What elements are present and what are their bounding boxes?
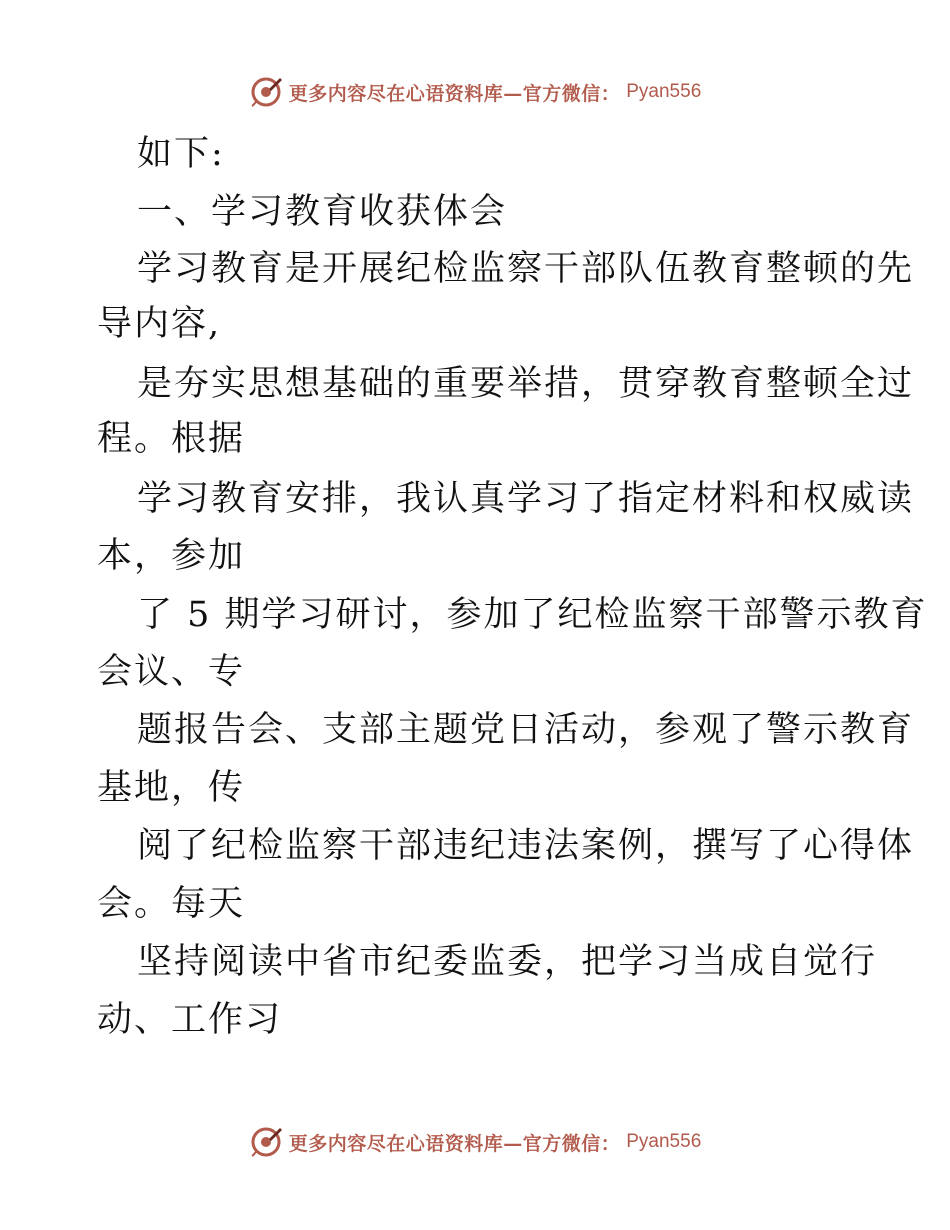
header-wechat-id: Pyan556 xyxy=(626,81,702,102)
text-line: 本，参加 xyxy=(97,536,246,576)
footer-watermark xyxy=(0,1122,950,1162)
text-line: 如下: xyxy=(137,134,225,174)
pen-logo-icon xyxy=(249,1125,283,1159)
text-line: 题报告会、支部主题党日活动，参观了警示教育 xyxy=(137,710,915,750)
text-line: 学习教育安排，我认真学习了指定材料和权威读 xyxy=(137,479,915,519)
header-watermark-text: 更多内容尽在心语资料库—官方微信： xyxy=(288,82,621,105)
text-line: 是夯实思想基础的重要举措，贯穿教育整顿全过 xyxy=(137,364,915,404)
header-watermark xyxy=(0,72,950,112)
pen-logo-icon xyxy=(249,75,283,109)
section-heading: 一、学习教育收获体会 xyxy=(137,192,508,232)
text-line: 坚持阅读中省市纪委监委，把学习当成自觉行 xyxy=(137,942,878,982)
text-line: 会议、专 xyxy=(97,652,246,692)
footer-watermark-text: 更多内容尽在心语资料库—官方微信： xyxy=(288,1132,621,1155)
text-line: 了 5 期学习研讨，参加了纪检监察干部警示教育 xyxy=(137,595,928,635)
text-line: 阅了纪检监察干部违纪违法案例，撰写了心得体 xyxy=(137,826,915,866)
text-line: 基地，传 xyxy=(97,768,246,808)
text-line: 导内容, xyxy=(97,304,222,344)
footer-wechat-id: Pyan556 xyxy=(626,1131,702,1152)
text-line: 动、工作习 xyxy=(97,1000,283,1040)
text-line: 程。根据 xyxy=(97,419,246,459)
text-line: 学习教育是开展纪检监察干部队伍教育整顿的先 xyxy=(137,249,915,289)
text-line: 会。每天 xyxy=(97,884,246,924)
